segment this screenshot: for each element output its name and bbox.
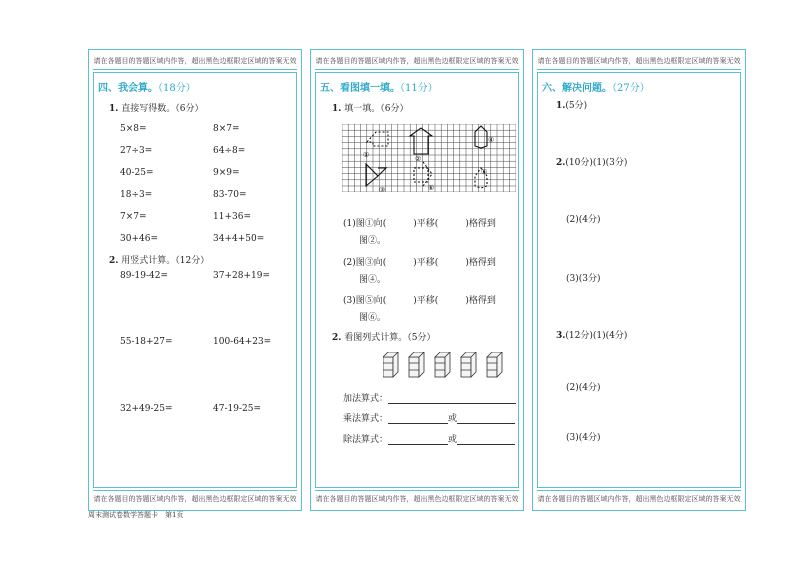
problem-1: 1.(5分)	[556, 101, 588, 111]
vertical-calc-item: 100-64+23=	[213, 337, 272, 347]
fill-line-2-end: 图④。	[359, 275, 387, 285]
calc-item: 7×7=	[120, 212, 147, 222]
fill-line-2: (2)图③向( )平移( )格得到	[343, 258, 496, 268]
fill-line-3-end: 图⑥。	[359, 313, 387, 323]
fill-line-1-end: 图②。	[359, 236, 387, 246]
calc-item: 27÷3=	[120, 146, 153, 156]
vertical-calc-item: 37+28+19=	[213, 271, 270, 281]
calc-item: 34+4+50=	[213, 234, 265, 244]
shape-label: ④	[488, 136, 495, 144]
warning-bottom: 请在各题目的答题区域内作答，超出黑色边框限定区域的答案无效	[315, 495, 519, 503]
divider	[93, 490, 297, 491]
divider	[93, 69, 297, 70]
question-4-2: 2. 用竖式计算。（12分）	[109, 256, 210, 266]
shape-label: ①	[363, 151, 370, 159]
shape-label: ⑤	[481, 168, 488, 176]
vertical-calc-item: 47-19-25=	[213, 404, 261, 414]
divider	[315, 490, 519, 491]
calc-item: 18÷3=	[120, 190, 153, 200]
multiplication-formula: 乘法算式： 或	[343, 411, 515, 424]
addition-formula: 加法算式：	[343, 391, 516, 404]
warning-bottom: 请在各题目的答题区域内作答，超出黑色边框限定区域的答案无效	[537, 495, 741, 503]
page-footer: 周末测试卷数学答题卡 第1页	[88, 511, 184, 519]
calc-item: 40-25=	[120, 168, 154, 178]
calc-item: 83-70=	[213, 190, 247, 200]
fill-line-1: (1)图①向( )平移( )格得到	[343, 219, 496, 229]
divider	[537, 69, 741, 70]
calc-item: 9×9=	[213, 168, 240, 178]
problem-3-3: (3)(4分)	[566, 433, 601, 443]
calc-item: 64÷8=	[213, 146, 246, 156]
calc-item: 5×8=	[120, 124, 147, 134]
vertical-calc-item: 89-19-42=	[120, 271, 168, 281]
divider	[537, 490, 741, 491]
shape-label: ⑥	[428, 184, 435, 192]
shapes	[366, 126, 487, 188]
warning-top: 请在各题目的答题区域内作答，超出黑色边框限定区域的答案无效	[537, 57, 741, 65]
problem-2-2: (2)(4分)	[566, 215, 601, 225]
warning-bottom: 请在各题目的答题区域内作答，超出黑色边框限定区域的答案无效	[93, 495, 297, 503]
vertical-calc-item: 32+49-25=	[120, 404, 173, 414]
section-5-title: 五、看图填一填。（11分）	[320, 83, 438, 94]
problem-2-3: (3)(3分)	[566, 274, 601, 284]
section-4-title: 四、我会算。（18分）	[98, 83, 196, 94]
problem-3-2: (2)(4分)	[566, 383, 601, 393]
problem-2: 2.(10分)(1)(3分)	[556, 158, 628, 168]
section-6-title: 六、解决问题。（27分）	[542, 83, 650, 94]
problem-3: 3.(12分)(1)(4分)	[556, 331, 628, 341]
translation-grid	[342, 124, 516, 192]
question-4-1: 1. 直接写得数。（6分）	[109, 104, 204, 114]
cube-stacks	[383, 352, 513, 378]
division-formula: 除法算式： 或	[343, 432, 515, 445]
question-5-2: 2. 看图列式计算。（5分）	[332, 333, 436, 343]
warning-top: 请在各题目的答题区域内作答，超出黑色边框限定区域的答案无效	[315, 57, 519, 65]
vertical-calc-item: 55-18+27=	[120, 337, 173, 347]
shape-label: ②	[415, 155, 422, 163]
warning-top: 请在各题目的答题区域内作答，超出黑色边框限定区域的答案无效	[93, 57, 297, 65]
fill-line-3: (3)图⑤向( )平移( )格得到	[343, 296, 496, 306]
calc-item: 11+36=	[213, 212, 251, 222]
calc-item: 8×7=	[213, 124, 240, 134]
question-5-1: 1. 填一填。（6分）	[332, 104, 409, 114]
divider	[315, 69, 519, 70]
answer-column-3	[532, 49, 746, 511]
calc-item: 30+46=	[120, 234, 158, 244]
shape-label: ③	[379, 186, 386, 192]
